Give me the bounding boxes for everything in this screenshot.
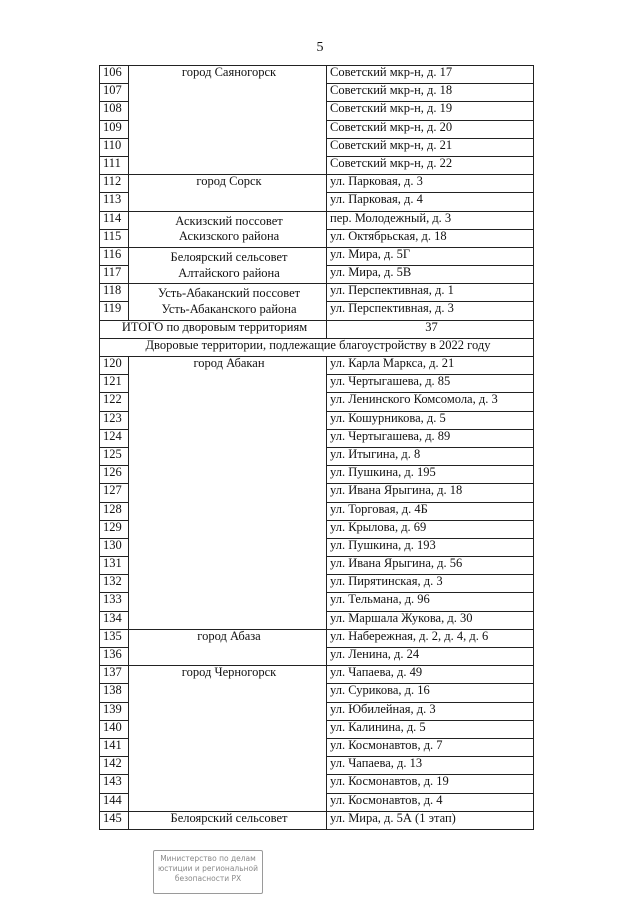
row-number: 116 bbox=[100, 247, 129, 265]
address-cell: ул. Ивана Ярыгина, д. 56 bbox=[327, 557, 534, 575]
row-number: 108 bbox=[100, 102, 129, 120]
address-cell: ул. Октябрьская, д. 18 bbox=[327, 229, 534, 247]
row-number: 126 bbox=[100, 466, 129, 484]
row-number: 107 bbox=[100, 84, 129, 102]
address-cell: Советский мкр-н, д. 17 bbox=[327, 66, 534, 84]
address-cell: Советский мкр-н, д. 22 bbox=[327, 156, 534, 174]
total-row bbox=[100, 320, 534, 338]
municipality-cell: город Сорск bbox=[129, 175, 327, 211]
address-cell: ул. Чертыгашева, д. 89 bbox=[327, 429, 534, 447]
row-number: 115 bbox=[100, 229, 129, 247]
address-cell: ул. Космонавтов, д. 19 bbox=[327, 775, 534, 793]
total-value: 37 bbox=[327, 320, 534, 338]
row-number: 127 bbox=[100, 484, 129, 502]
municipality-cell: Усть-Абаканский поссовет Усть-Абаканского района bbox=[129, 284, 327, 320]
address-cell: ул. Ленина, д. 24 bbox=[327, 648, 534, 666]
address-cell: пер. Молодежный, д. 3 bbox=[327, 211, 534, 229]
table-row bbox=[100, 211, 534, 229]
address-cell: Советский мкр-н, д. 20 bbox=[327, 120, 534, 138]
row-number: 124 bbox=[100, 429, 129, 447]
address-cell: Советский мкр-н, д. 21 bbox=[327, 138, 534, 156]
address-cell: ул. Чертыгашева, д. 85 bbox=[327, 375, 534, 393]
municipality-cell: Белоярский сельсовет bbox=[129, 811, 327, 829]
row-number: 110 bbox=[100, 138, 129, 156]
row-number: 117 bbox=[100, 266, 129, 284]
row-number: 123 bbox=[100, 411, 129, 429]
address-cell: ул. Сурикова, д. 16 bbox=[327, 684, 534, 702]
row-number: 139 bbox=[100, 702, 129, 720]
municipality-cell: Белоярский сельсовет Алтайского района bbox=[129, 247, 327, 283]
table-row bbox=[100, 811, 534, 829]
row-number: 125 bbox=[100, 447, 129, 465]
row-number: 133 bbox=[100, 593, 129, 611]
address-cell: ул. Карла Маркса, д. 21 bbox=[327, 357, 534, 375]
address-cell: ул. Пушкина, д. 195 bbox=[327, 466, 534, 484]
yard-territories-table bbox=[99, 65, 534, 830]
municipality-cell: город Черногорск bbox=[129, 666, 327, 812]
table-total-section bbox=[100, 320, 534, 356]
row-number: 143 bbox=[100, 775, 129, 793]
row-number: 145 bbox=[100, 811, 129, 829]
table-row bbox=[100, 629, 534, 647]
address-cell: ул. Калинина, д. 5 bbox=[327, 720, 534, 738]
section-header: Дворовые территории, подлежащие благоустройству в 2022 году bbox=[100, 338, 534, 356]
address-cell: ул. Перспективная, д. 3 bbox=[327, 302, 534, 320]
address-cell: ул. Ивана Ярыгина, д. 18 bbox=[327, 484, 534, 502]
address-cell: ул. Юбилейная, д. 3 bbox=[327, 702, 534, 720]
address-cell: Советский мкр-н, д. 19 bbox=[327, 102, 534, 120]
address-cell: ул. Крылова, д. 69 bbox=[327, 520, 534, 538]
row-number: 136 bbox=[100, 648, 129, 666]
row-number: 138 bbox=[100, 684, 129, 702]
row-number: 144 bbox=[100, 793, 129, 811]
row-number: 113 bbox=[100, 193, 129, 211]
row-number: 128 bbox=[100, 502, 129, 520]
table-row bbox=[100, 666, 534, 684]
address-cell: ул. Итыгина, д. 8 bbox=[327, 447, 534, 465]
row-number: 140 bbox=[100, 720, 129, 738]
row-number: 130 bbox=[100, 538, 129, 556]
address-cell: ул. Космонавтов, д. 4 bbox=[327, 793, 534, 811]
address-cell: ул. Пирятинская, д. 3 bbox=[327, 575, 534, 593]
address-cell: Советский мкр-н, д. 18 bbox=[327, 84, 534, 102]
row-number: 114 bbox=[100, 211, 129, 229]
table-row bbox=[100, 357, 534, 375]
address-cell: ул. Мира, д. 5А (1 этап) bbox=[327, 811, 534, 829]
row-number: 141 bbox=[100, 738, 129, 756]
row-number: 137 bbox=[100, 666, 129, 684]
row-number: 109 bbox=[100, 120, 129, 138]
table-row bbox=[100, 66, 534, 84]
address-cell: ул. Маршала Жукова, д. 30 bbox=[327, 611, 534, 629]
municipality-cell: город Саяногорск bbox=[129, 66, 327, 175]
municipality-cell: город Абаза bbox=[129, 629, 327, 665]
row-number: 134 bbox=[100, 611, 129, 629]
table-body-before-total bbox=[100, 66, 534, 321]
address-cell: ул. Чапаева, д. 13 bbox=[327, 757, 534, 775]
section-header-row bbox=[100, 338, 534, 356]
address-cell: ул. Торговая, д. 4Б bbox=[327, 502, 534, 520]
row-number: 118 bbox=[100, 284, 129, 302]
row-number: 122 bbox=[100, 393, 129, 411]
municipality-cell: Аскизский поссовет Аскизского района bbox=[129, 211, 327, 247]
total-label: ИТОГО по дворовым территориям bbox=[100, 320, 327, 338]
row-number: 106 bbox=[100, 66, 129, 84]
row-number: 111 bbox=[100, 156, 129, 174]
table-body-after-total bbox=[100, 357, 534, 830]
row-number: 131 bbox=[100, 557, 129, 575]
address-cell: ул. Мира, д. 5Г bbox=[327, 247, 534, 265]
address-cell: ул. Кошурникова, д. 5 bbox=[327, 411, 534, 429]
address-cell: ул. Набережная, д. 2, д. 4, д. 6 bbox=[327, 629, 534, 647]
address-cell: ул. Мира, д. 5В bbox=[327, 266, 534, 284]
address-cell: ул. Парковая, д. 4 bbox=[327, 193, 534, 211]
row-number: 119 bbox=[100, 302, 129, 320]
ministry-stamp bbox=[153, 850, 263, 894]
address-cell: ул. Космонавтов, д. 7 bbox=[327, 738, 534, 756]
table-row bbox=[100, 284, 534, 302]
stamp-line: безопасности РХ bbox=[174, 874, 242, 884]
page-number: 5 bbox=[316, 40, 324, 55]
address-cell: ул. Ленинского Комсомола, д. 3 bbox=[327, 393, 534, 411]
row-number: 142 bbox=[100, 757, 129, 775]
row-number: 132 bbox=[100, 575, 129, 593]
row-number: 129 bbox=[100, 520, 129, 538]
row-number: 120 bbox=[100, 357, 129, 375]
stamp-line: Министерство по делам bbox=[160, 854, 256, 863]
address-cell: ул. Чапаева, д. 49 bbox=[327, 666, 534, 684]
row-number: 135 bbox=[100, 629, 129, 647]
row-number: 121 bbox=[100, 375, 129, 393]
address-cell: ул. Парковая, д. 3 bbox=[327, 175, 534, 193]
stamp-line: юстиции и региональной bbox=[157, 864, 259, 874]
row-number: 112 bbox=[100, 175, 129, 193]
municipality-cell: город Абакан bbox=[129, 357, 327, 630]
address-cell: ул. Пушкина, д. 193 bbox=[327, 538, 534, 556]
table-row bbox=[100, 247, 534, 265]
address-cell: ул. Перспективная, д. 1 bbox=[327, 284, 534, 302]
table-row bbox=[100, 175, 534, 193]
address-cell: ул. Тельмана, д. 96 bbox=[327, 593, 534, 611]
